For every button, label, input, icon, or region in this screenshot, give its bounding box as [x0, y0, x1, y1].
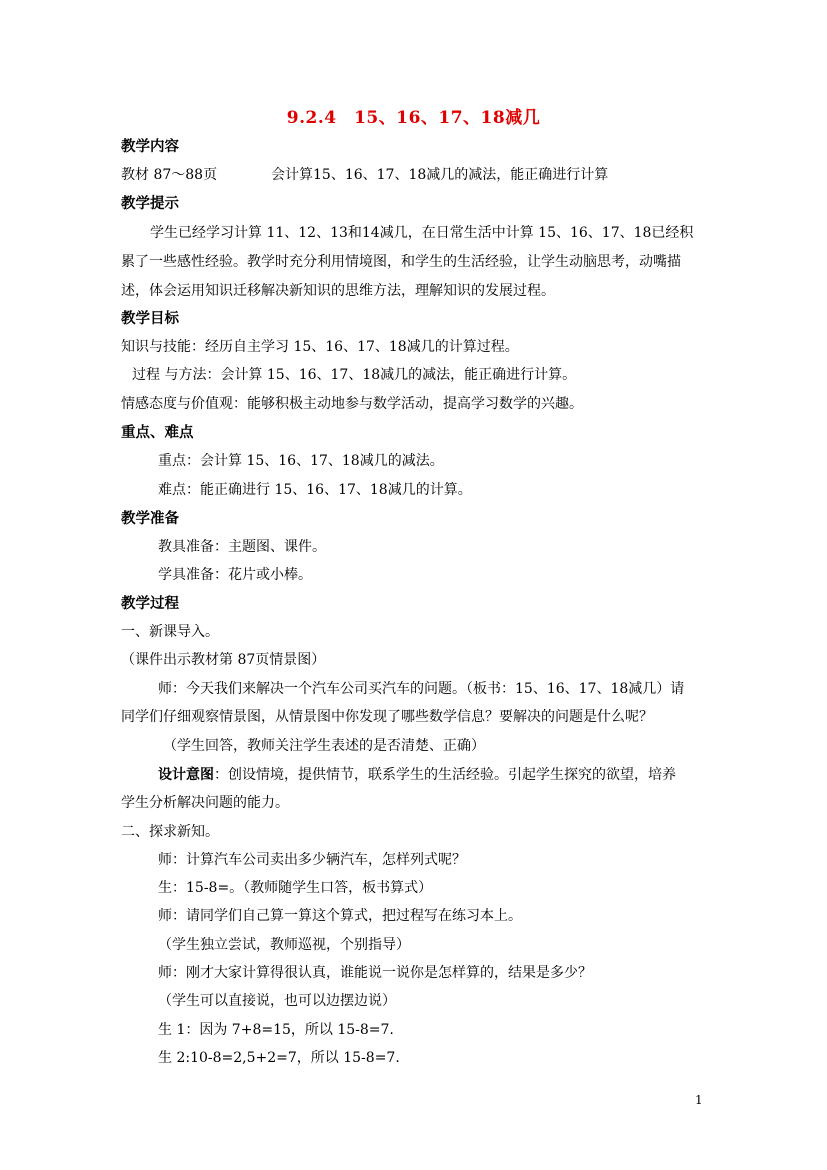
- page-number: 1: [695, 1093, 703, 1107]
- process-13: 师：刚才大家计算得很认真，谁能说一说你是怎样算的，结果是多少？: [158, 965, 592, 981]
- process-16: 生 2:10-8=2,5+2=7，所以 15-8=7.: [158, 1050, 400, 1066]
- process-14: （学生可以直接说，也可以边摆边说）: [158, 993, 396, 1009]
- heading-content: 教学内容: [121, 138, 179, 155]
- goal-2: 过程 与方法：会计算 15、16、17、18减几的减法，能正确进行计算。: [132, 367, 577, 383]
- hint-line-3: 述，体会运用知识迁移解决新知识的思维方法，理解知识的发展过程。: [121, 283, 555, 299]
- process-12: （学生独立尝试，教师巡视，个别指导）: [158, 937, 410, 953]
- document-title: 9.2.4 15、16、17、18减几: [286, 108, 541, 128]
- content-desc: 会计算15、16、17、18减几的减法，能正确进行计算: [271, 167, 609, 183]
- process-2: （课件出示教材第 87页情景图）: [121, 652, 326, 668]
- heading-process: 教学过程: [121, 595, 179, 612]
- heading-key: 重点、难点: [121, 424, 194, 441]
- process-10: 生：15-8=。（教师随学生口答，板书算式）: [158, 880, 433, 896]
- process-11: 师：请同学们自己算一算这个算式，把过程写在练习本上。: [158, 908, 522, 924]
- hint-line-2: 累了一些感性经验。教学时充分利用情境图，和学生的生活经验，让学生动脑思考，动嘴描: [121, 254, 681, 270]
- heading-goal: 教学目标: [121, 310, 179, 327]
- process-15: 生 1：因为 7+8=15，所以 15-8=7.: [158, 1022, 394, 1038]
- heading-hint: 教学提示: [121, 195, 179, 212]
- content-line: [121, 165, 608, 185]
- key-2: 难点：能正确进行 15、16、17、18减几的计算。: [158, 482, 472, 498]
- design-intent-label: 设计意图: [158, 767, 214, 783]
- process-7: 学生分析解决问题的能力。: [121, 795, 289, 811]
- process-4: 同学们仔细观察情景图，从情景图中你发现了哪些数学信息？要解决的问题是什么呢？: [121, 709, 653, 725]
- process-6: [158, 765, 676, 785]
- hint-line-1: 学生已经学习计算 11、12、13和14减几，在日常生活中计算 15、16、17、18已经积: [150, 225, 694, 241]
- goal-3: 情感态度与价值观：能够积极主动地参与数学活动，提高学习数学的兴趣。: [121, 396, 583, 412]
- prep-2: 学具准备：花片或小棒。: [158, 567, 312, 583]
- content-pages: 教材 87～88页: [121, 167, 218, 183]
- process-1: 一、新课导入。: [121, 624, 219, 640]
- design-intent-text: ：创设情境，提供情节，联系学生的生活经验。引起学生探究的欲望，培养: [214, 767, 676, 783]
- heading-prep: 教学准备: [121, 510, 179, 527]
- process-8: 二、探求新知。: [121, 824, 219, 840]
- process-5: （学生回答，教师关注学生表述的是否清楚、正确）: [163, 738, 485, 754]
- goal-1: 知识与技能：经历自主学习 15、16、17、18减几的计算过程。: [121, 339, 519, 355]
- key-1: 重点：会计算 15、16、17、18减几的减法。: [158, 453, 444, 469]
- prep-1: 教具准备：主题图、课件。: [158, 539, 326, 555]
- process-9: 师：计算汽车公司卖出多少辆汽车，怎样列式呢？: [158, 852, 466, 868]
- process-3: 师：今天我们来解决一个汽车公司买汽车的问题。（板书：15、16、17、18减几）请: [158, 681, 685, 697]
